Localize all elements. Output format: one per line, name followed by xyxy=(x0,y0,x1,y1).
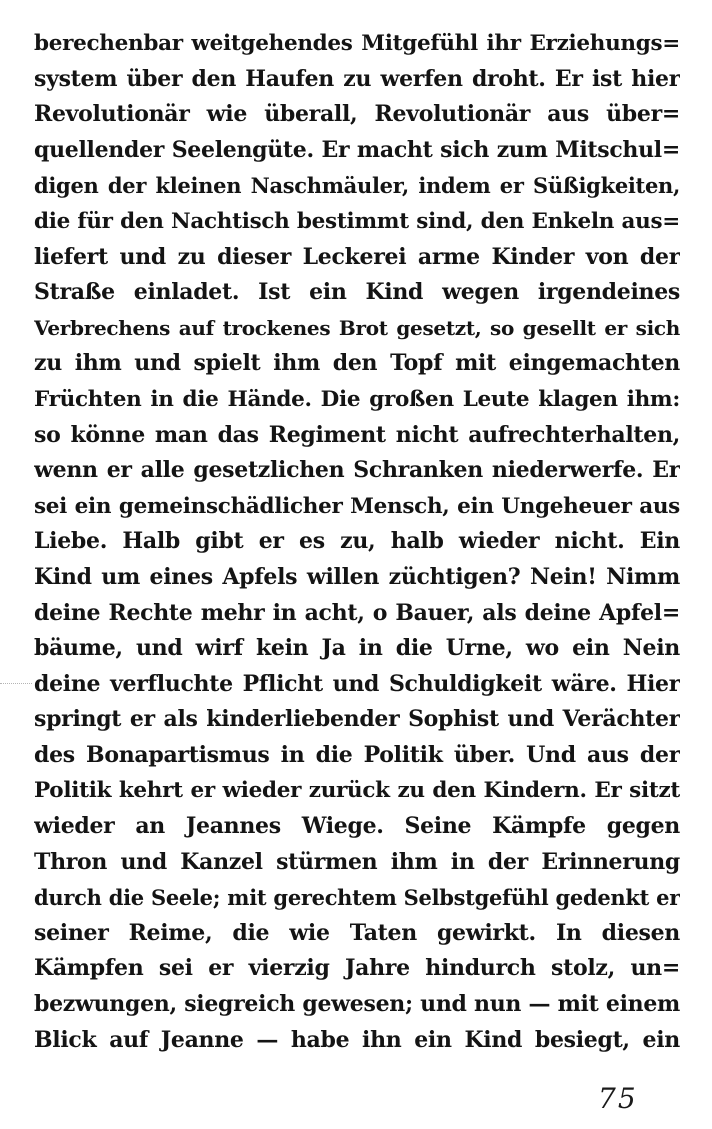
text-line: bezwungen, siegreich gewesen; und nun — mit einem xyxy=(34,991,680,1018)
text-line: durch die Seele; mit gerechtem Selbstgefühl gedenkt er xyxy=(34,885,680,911)
text-line: springt er als kinderliebender Sophist und Verächter xyxy=(34,706,680,733)
text-line: quellender Seelengüte. Er macht sich zum Mitschul= xyxy=(34,136,680,163)
text-line: Blick auf Jeanne — habe ihn ein Kind besiegt, ein xyxy=(34,1026,680,1053)
text-line: system über den Haufen zu werfen droht. Er ist hier xyxy=(34,65,680,92)
text-line: des Bonapartismus in die Politik über. Und aus der xyxy=(34,741,680,768)
text-line: Kämpfen sei er vierzig Jahre hindurch stolz, un= xyxy=(34,955,680,982)
page-number: 75 xyxy=(598,1082,638,1115)
text-line: Thron und Kanzel stürmen ihm in der Erinnerung xyxy=(34,848,680,875)
text-line: Revolutionär wie überall, Revolutionär aus über= xyxy=(34,101,680,128)
text-line: zu ihm und spielt ihm den Topf mit eingemachten xyxy=(34,350,680,377)
text-line: Liebe. Halb gibt er es zu, halb wieder nicht. Ein xyxy=(34,528,680,555)
text-line: digen der kleinen Naschmäuler, indem er Süßigkeiten, xyxy=(34,173,680,199)
text-line: seiner Reime, die wie Taten gewirkt. In diesen xyxy=(34,919,680,946)
body-text xyxy=(34,26,680,1058)
text-line: deine verfluchte Pflicht und Schuldigkeit wäre. Hier xyxy=(34,670,680,697)
text-line: Verbrechens auf trockenes Brot gesetzt, so gesellt er sich xyxy=(34,315,680,340)
text-line: sei ein gemeinschädlicher Mensch, ein Ungeheuer aus xyxy=(34,493,680,519)
text-line: so könne man das Regiment nicht aufrechterhalten, xyxy=(34,421,680,448)
page-edge-mark xyxy=(0,683,32,685)
text-line: Kind um eines Apfels willen züchtigen? Nein! Nimm xyxy=(34,563,680,590)
text-line: deine Rechte mehr in acht, o Bauer, als deine Apfel= xyxy=(34,599,680,626)
text-line: die für den Nachtisch bestimmt sind, den Enkeln aus= xyxy=(34,208,680,234)
text-line: Politik kehrt er wieder zurück zu den Kindern. Er sitzt xyxy=(34,778,680,804)
text-line: bäume, und wirf kein Ja in die Urne, wo ein Nein xyxy=(34,635,680,662)
text-line: berechenbar weitgehendes Mitgefühl ihr Erziehungs= xyxy=(34,31,680,56)
text-line: Straße einladet. Ist ein Kind wegen irgendeines xyxy=(34,279,680,306)
text-line: wieder an Jeannes Wiege. Seine Kämpfe gegen xyxy=(34,813,680,840)
text-line: liefert und zu dieser Leckerei arme Kinder von der xyxy=(34,243,680,270)
text-line: wenn er alle gesetzlichen Schranken niederwerfe. Er xyxy=(34,457,680,484)
text-line: Früchten in die Hände. Die großen Leute klagen ihm: xyxy=(34,386,680,412)
